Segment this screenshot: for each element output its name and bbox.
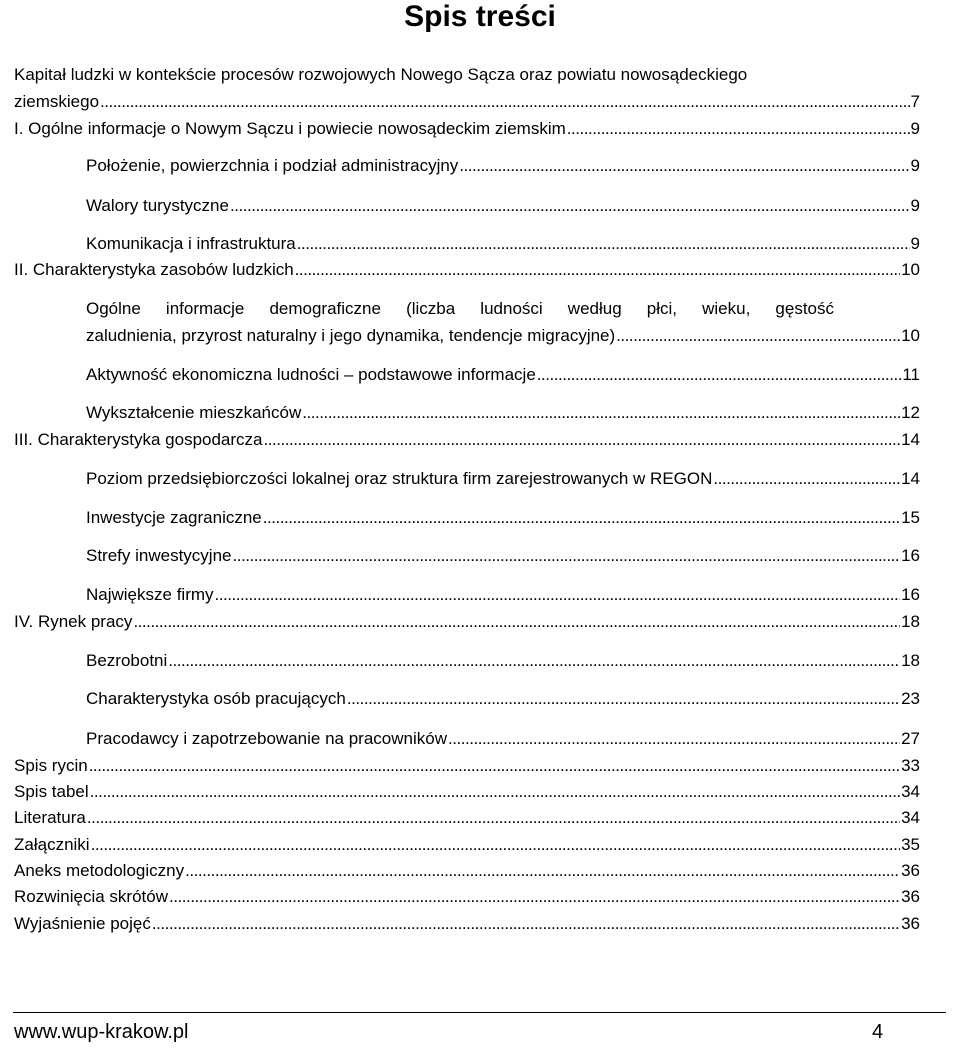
toc-entry-title: Położenie, powierzchnia i podział administracyjny xyxy=(86,156,459,175)
page-title: Spis treści xyxy=(404,0,556,33)
toc-entry[interactable] xyxy=(14,92,920,112)
toc-entry[interactable] xyxy=(14,914,920,934)
toc-entry-title: IV. Rynek pracy xyxy=(14,612,133,631)
toc-entry-title: Poziom przedsiębiorczości lokalnej oraz struktura firm zarejestrowanych w REGON xyxy=(86,469,713,488)
toc-entry[interactable] xyxy=(86,234,920,254)
toc-entry-page: 36 xyxy=(901,887,920,906)
leader-dots xyxy=(133,612,900,632)
toc-entry-page: 9 xyxy=(910,234,920,253)
leader-dots xyxy=(215,585,901,605)
toc-entry-title: zaludnienia, przyrost naturalny i jego dynamika, tendencje migracyjne) xyxy=(86,326,616,345)
toc-entry-title: III. Charakterystyka gospodarcza xyxy=(14,430,263,449)
leader-dots xyxy=(616,326,900,346)
toc-entry-page: 12 xyxy=(901,403,920,422)
leader-dots xyxy=(168,651,900,671)
toc-entry[interactable] xyxy=(14,756,920,776)
toc-entry-page: 18 xyxy=(901,612,920,631)
footer-divider xyxy=(13,1012,946,1013)
toc-entry[interactable] xyxy=(86,729,920,749)
toc-entry-line: Kapitał ludzki w kontekście procesów rozwojowych Nowego Sącza oraz powiatu nowosądeckiego xyxy=(14,65,748,84)
toc-entry-title: Pracodawcy i zapotrzebowanie na pracowników xyxy=(86,729,447,748)
toc-entry-page: 34 xyxy=(901,782,920,801)
leader-dots xyxy=(295,260,900,280)
leader-dots xyxy=(537,365,902,385)
toc-entry[interactable] xyxy=(86,403,920,423)
toc-entry-page: 33 xyxy=(901,756,920,775)
toc-entry-page: 14 xyxy=(901,469,920,488)
toc-entry[interactable] xyxy=(14,430,920,450)
toc-entry[interactable] xyxy=(86,365,920,385)
leader-dots xyxy=(713,469,900,489)
toc-entry-title: ziemskiego xyxy=(14,92,100,111)
toc-entry-line: Ogólne informacje demograficzne (liczba ludności według płci, wieku, gęstość xyxy=(86,299,834,318)
toc-entry-title: Wykształcenie mieszkańców xyxy=(86,403,302,422)
toc-entry-page: 16 xyxy=(901,585,920,604)
toc-entry[interactable] xyxy=(14,887,920,907)
toc-entry-title: Strefy inwestycyjne xyxy=(86,546,232,565)
toc-entry-title: Literatura xyxy=(14,808,86,827)
toc-entry-page: 34 xyxy=(901,808,920,827)
toc-entry-page: 9 xyxy=(910,119,920,138)
leader-dots xyxy=(567,119,910,139)
leader-dots xyxy=(347,689,900,709)
toc-entry[interactable] xyxy=(86,585,920,605)
toc-entry-title: Największe firmy xyxy=(86,585,214,604)
toc-entry-title: II. Charakterystyka zasobów ludzkich xyxy=(14,260,294,279)
toc-entry[interactable] xyxy=(86,156,920,176)
page-number: 4 xyxy=(872,1021,884,1043)
toc-entry[interactable] xyxy=(14,119,920,139)
leader-dots xyxy=(169,887,900,907)
toc-entry[interactable] xyxy=(14,861,920,881)
leader-dots xyxy=(233,546,901,566)
leader-dots xyxy=(302,403,900,423)
footer-url[interactable]: www.wup-krakow.pl xyxy=(14,1021,189,1043)
toc-entry[interactable] xyxy=(14,612,920,632)
toc-entry[interactable] xyxy=(86,326,920,346)
leader-dots xyxy=(89,756,900,776)
toc-entry[interactable] xyxy=(14,808,920,828)
toc-entry[interactable] xyxy=(14,782,920,802)
leader-dots xyxy=(264,430,901,450)
toc-entry-page: 23 xyxy=(901,689,920,708)
toc-entry-title: Załączniki xyxy=(14,835,90,854)
leader-dots xyxy=(263,508,900,528)
toc-entry-title: Aktywność ekonomiczna ludności – podstawowe informacje xyxy=(86,365,536,384)
toc-entry-page: 10 xyxy=(901,260,920,279)
leader-dots xyxy=(100,92,909,112)
toc-entry[interactable] xyxy=(86,689,920,709)
leader-dots xyxy=(230,196,910,216)
toc-entry-title: Walory turystyczne xyxy=(86,196,229,215)
leader-dots xyxy=(448,729,900,749)
toc-entry-page: 36 xyxy=(901,914,920,933)
toc-entry-title: Wyjaśnienie pojęć xyxy=(14,914,151,933)
toc-entry-page: 10 xyxy=(901,326,920,345)
toc-entry-title: Spis rycin xyxy=(14,756,88,775)
toc-entry-page: 36 xyxy=(901,861,920,880)
toc-entry[interactable] xyxy=(86,508,920,528)
toc-entry[interactable] xyxy=(86,469,920,489)
toc-entry[interactable] xyxy=(14,260,920,280)
toc-entry-page: 16 xyxy=(901,546,920,565)
leader-dots xyxy=(185,861,900,881)
leader-dots xyxy=(91,835,900,855)
toc-entry-page: 9 xyxy=(910,196,920,215)
toc-entry-title: Spis tabel xyxy=(14,782,89,801)
toc-entry[interactable] xyxy=(86,546,920,566)
toc-entry[interactable] xyxy=(86,651,920,671)
toc-entry-title: Rozwinięcia skrótów xyxy=(14,887,168,906)
toc-entry-title: Inwestycje zagraniczne xyxy=(86,508,262,527)
toc-entry[interactable] xyxy=(14,835,920,855)
toc-entry-page: 9 xyxy=(910,156,920,175)
toc-entry[interactable] xyxy=(86,196,920,216)
toc-entry-page: 15 xyxy=(901,508,920,527)
toc-entry-title: I. Ogólne informacje o Nowym Sączu i powiecie nowosądeckim ziemskim xyxy=(14,119,566,138)
toc-entry-title: Komunikacja i infrastruktura xyxy=(86,234,296,253)
leader-dots xyxy=(87,808,900,828)
toc-entry-page: 7 xyxy=(910,92,920,111)
toc-entry-page: 18 xyxy=(901,651,920,670)
leader-dots xyxy=(152,914,900,934)
toc-entry-title: Charakterystyka osób pracujących xyxy=(86,689,346,708)
toc-entry-title: Bezrobotni xyxy=(86,651,168,670)
leader-dots xyxy=(459,156,909,176)
toc-entry-title: Aneks metodologiczny xyxy=(14,861,185,880)
leader-dots xyxy=(297,234,910,254)
toc-entry-page: 11 xyxy=(902,365,920,384)
toc-entry-page: 14 xyxy=(901,430,920,449)
toc-entry-page: 27 xyxy=(901,729,920,748)
toc-entry-page: 35 xyxy=(901,835,920,854)
leader-dots xyxy=(90,782,900,802)
